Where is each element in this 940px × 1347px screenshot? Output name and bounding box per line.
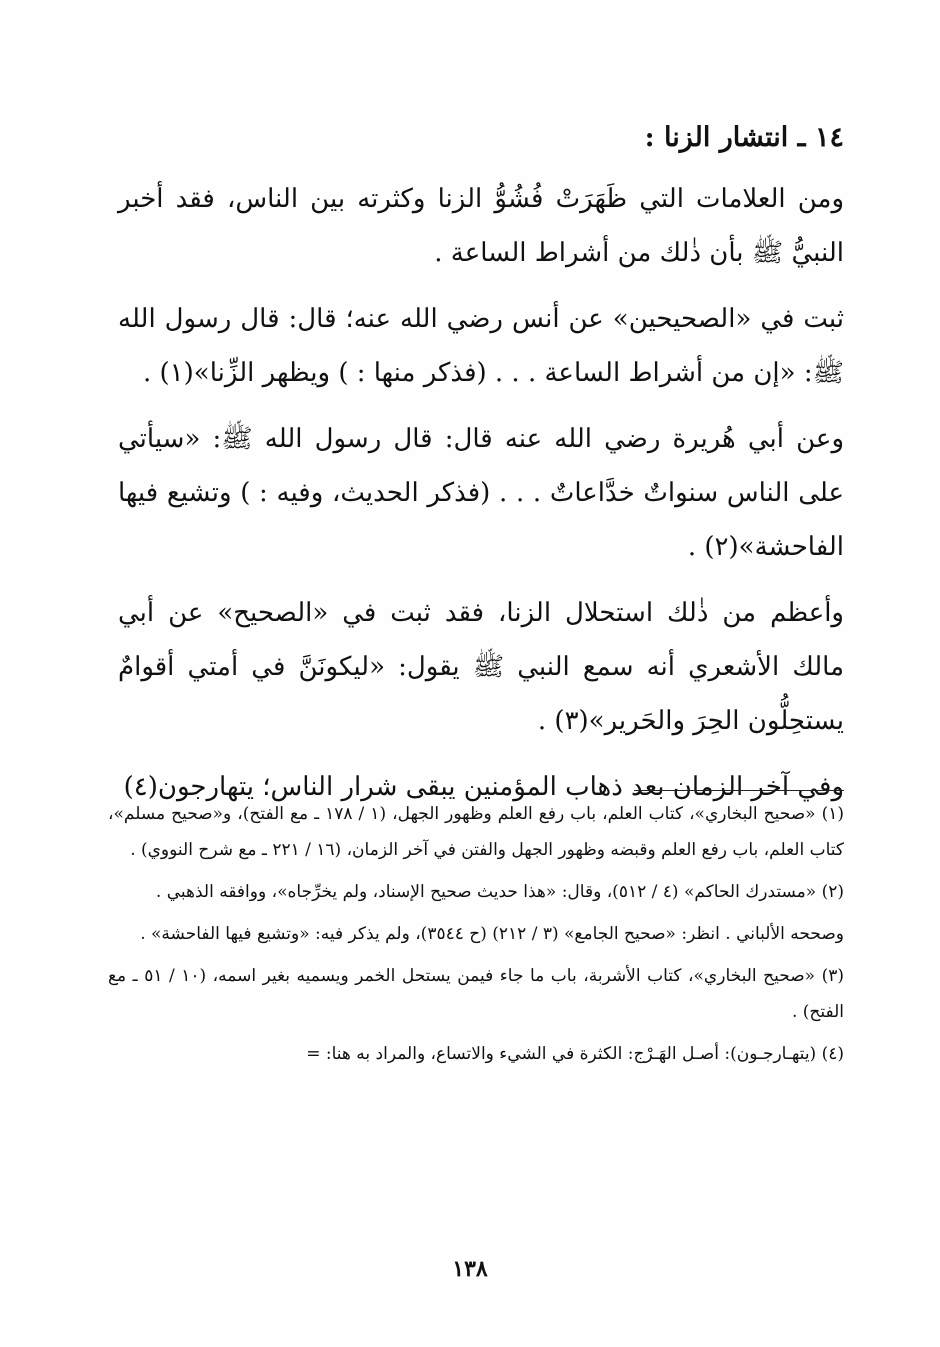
footnote: (٣) «صحيح البخاري»، كتاب الأشربة، باب ما جاء فيمن يستحل الخمر ويسميه بغير اسمه، (١٠ / ٥١ ـ مع الفتح) .	[108, 966, 844, 1022]
section-heading: ١٤ ـ انتشار الزنا :	[644, 122, 844, 153]
page-number: ١٣٨	[452, 1256, 488, 1282]
paragraph: ومن العلامات التي ظَهَرَتْ فُشُوُّ الزنا وكثرته بين الناس، فقد أخبر النبيُّ ﷺ بأن ذٰلك من أشراط الساعة .	[118, 184, 844, 268]
paragraph: ثبت في «الصحيحين» عن أنس رضي الله عنه؛ قال: قال رسول الله ﷺ: «إن من أشراط الساعة . . . (فذكر منها : ) ويظهر الزِّنا»(١) .	[118, 304, 844, 388]
paragraph: وعن أبي هُريرة رضي الله عنه قال: قال رسول الله ﷺ: «سيأتي على الناس سنواتٌ خدَّاعاتٌ . . . (فذكر الحديث، وفيه : ) وتشيع فيها الفاحشة»(٢) .	[118, 424, 844, 562]
footnote: (٤) (يتهـارجـون): أصـل الهَـرْج: الكثرة في الشيء والاتساع، والمراد به هنا: =	[306, 1044, 844, 1064]
footnotes	[108, 796, 844, 1078]
footnote: وصححه الألباني . انظر: «صحيح الجامع» (٣ / ٢١٢) (ح ٣٥٤٤)، ولم يذكر فيه: «وتشيع فيها الفاحشة» .	[140, 924, 844, 944]
paragraph: وفي آخر الزمان بعد ذهاب المؤمنين يبقى شرار الناس؛ يتهارجون(٤)	[123, 772, 844, 802]
footnote: (١) «صحيح البخاري»، كتاب العلم، باب رفع العلم وظهور الجهل، (١ / ١٧٨ ـ مع الفتح)، و«صحيح مسلم»، كتاب العلم، باب رفع العلم وقبضه وظهور الجهل والفتن في آخر الزمان، (١٦ / ٢٢١ ـ مع شرح النووي) .	[108, 804, 844, 860]
paragraph: وأعظم من ذٰلك استحلال الزنا، فقد ثبت في «الصحيح» عن أبي مالك الأشعري أنه سمع النبي ﷺ يقول: «ليكونَنَّ في أمتي أقوامٌ يستحِلُّون الحِرَ والحَرير»(٣) .	[118, 598, 844, 736]
main-text	[118, 112, 844, 826]
footnote-separator	[634, 790, 844, 791]
footnote: (٢) «مستدرك الحاكم» (٤ / ٥١٢)، وقال: «هذا حديث صحيح الإسناد، ولم يخرِّجاه»، ووافقه الذهبي .	[155, 882, 844, 902]
